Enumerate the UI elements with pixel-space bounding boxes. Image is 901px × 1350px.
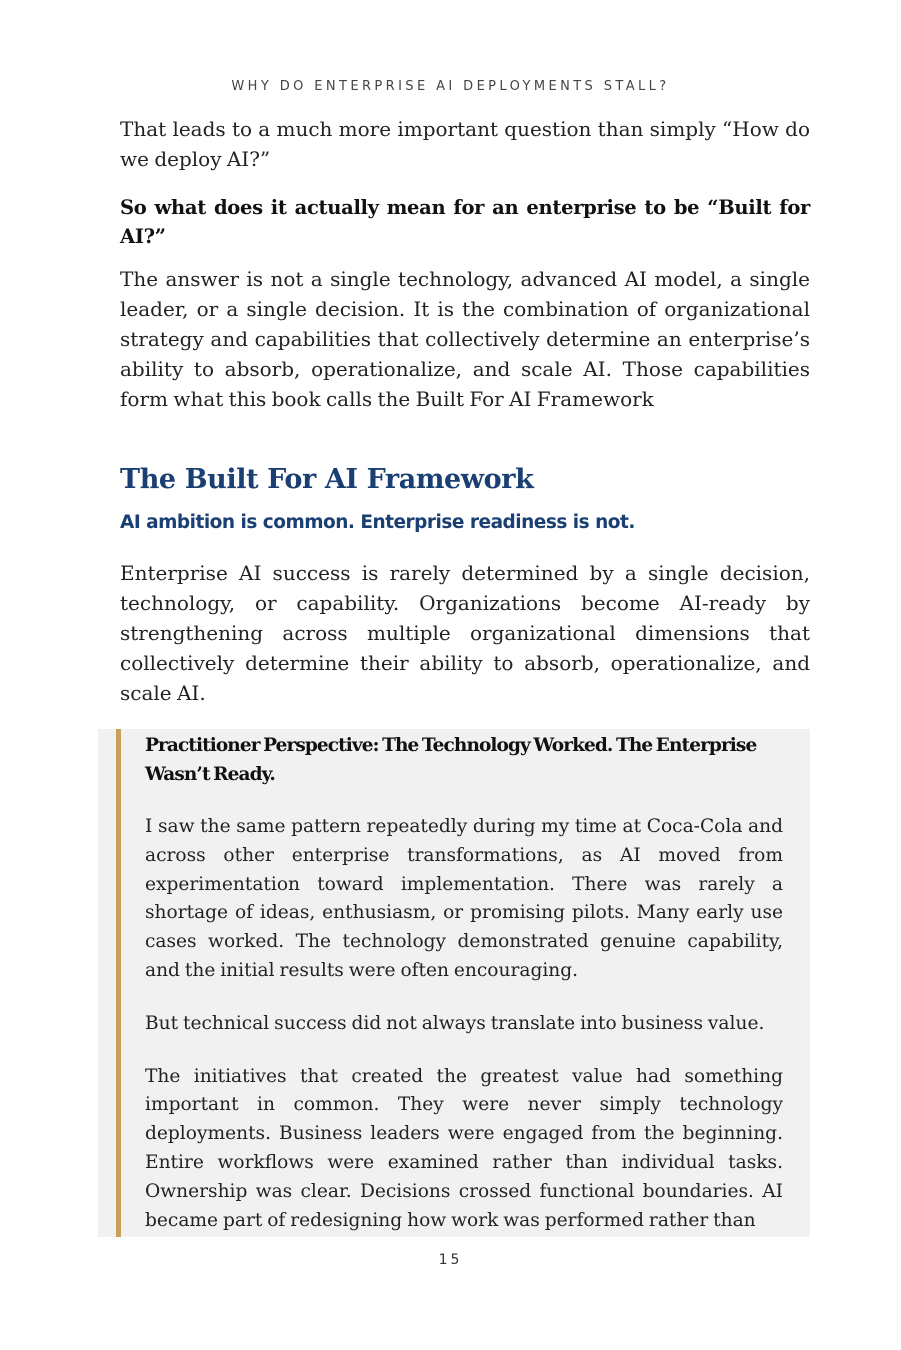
main-content — [120, 114, 810, 708]
callout-title: Practitioner Perspective: The Technology Worked. The Enterprise Wasn’t Ready. — [145, 735, 757, 785]
intro-paragraph: That leads to a much more important question than simply “How do we deploy AI?” — [120, 117, 810, 171]
page-number: 15 — [438, 1252, 463, 1268]
callout-accent-bar — [116, 729, 121, 1237]
callout-paragraph-2: But technical success did not always translate into business value. — [145, 1012, 765, 1034]
callout-paragraph-3: The initiatives that created the greatest value had something important in common. They were never simply technology deployments. Business leaders were engaged from the beginning. Entire workflows were examined rather than individual tasks. Ownership was clear. Decisions crossed functional boundaries. AI became part of redesigning how work was performed rather than — [145, 1065, 783, 1231]
running-header: WHY DO ENTERPRISE AI DEPLOYMENTS STALL? — [231, 79, 670, 94]
bold-question: So what does it actually mean for an enterprise to be “Built for AI?” — [120, 196, 810, 248]
section-subtitle: AI ambition is common. Enterprise readiness is not. — [120, 512, 635, 533]
answer-paragraph: The answer is not a single technology, advanced AI model, a single leader, or a single decision. It is the combination of organizational strategy and capabilities that collectively determine an enterprise’s ability to absorb, operationalize, and scale AI. Those capabilities form what this book calls the Built For AI Framework — [120, 267, 810, 411]
practitioner-callout-box — [98, 729, 810, 1237]
section-paragraph: Enterprise AI success is rarely determined by a single decision, technology, or capability. Organizations become AI-ready by strengthening across multiple organizational dimensions that collectively determine their ability to absorb, operationalize, and scale AI. — [120, 561, 810, 705]
callout-content — [145, 731, 783, 1235]
callout-paragraph-1: I saw the same pattern repeatedly during my time at Coca-Cola and across other enterprise transformations, as AI moved from experimentation toward implementation. There was rarely a shortage of ideas, enthusiasm, or promising pilots. Many early use cases worked. The technology demonstrated genuine capability, and the initial results were often encouraging. — [145, 816, 783, 981]
section-title: The Built For AI Framework — [120, 464, 534, 495]
